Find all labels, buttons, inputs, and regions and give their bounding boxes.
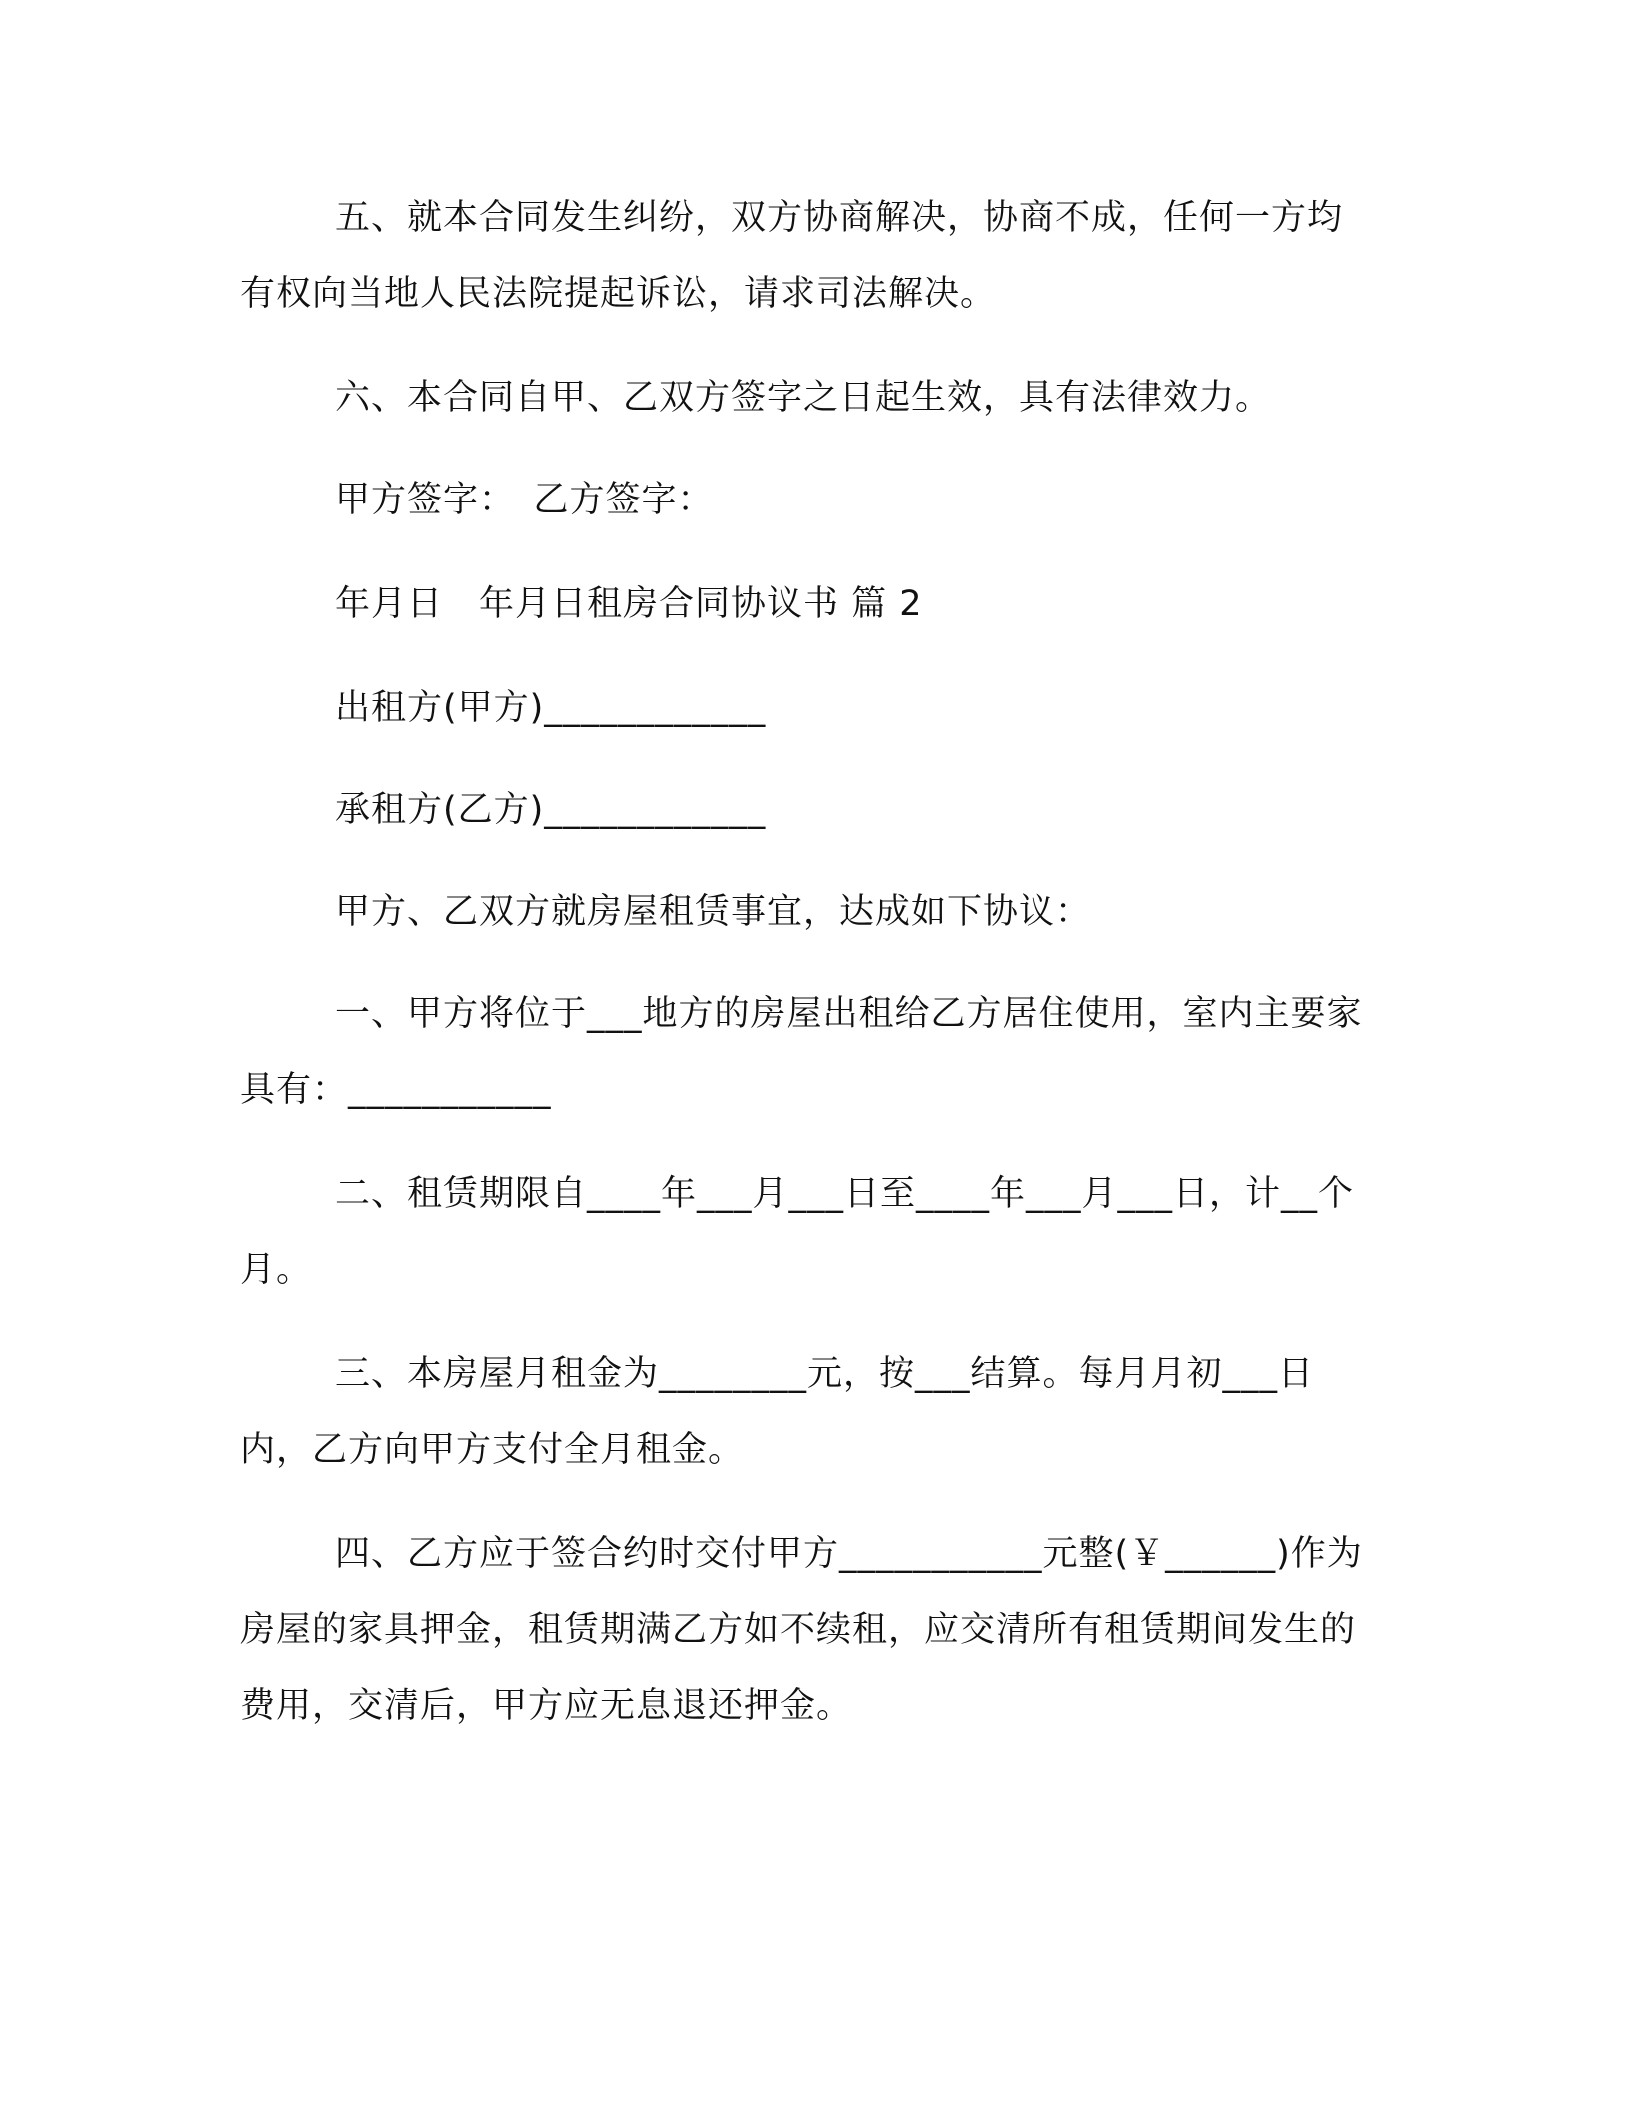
date-and-section-title: 年月日 年月日租房合同协议书 篇 2	[335, 584, 923, 624]
clause-one-premises: 一、甲方将位于___地方的房屋出租给乙方居住使用，室内主要家具有：___________	[240, 994, 1363, 1110]
clause-two-term: 二、租赁期限自____年___月___日至____年___月___日，计__个月。	[240, 1174, 1355, 1290]
agreement-intro: 甲方、乙双方就房屋租赁事宜，达成如下协议：	[335, 892, 1092, 932]
lessee-field: 承租方(乙方)____________	[335, 790, 767, 830]
clause-five-dispute: 五、就本合同发生纠纷，双方协商解决，协商不成，任何一方均有权向当地人民法院提起诉讼，请求司法解决。	[240, 198, 1344, 314]
clause-three-rent: 三、本房屋月租金为________元，按___结算。每月月初___日内，乙方向甲方支付全月租金。	[240, 1354, 1315, 1470]
clause-four-deposit: 四、乙方应于签合约时交付甲方___________元整(￥______)作为房屋的家具押金，租赁期满乙方如不续租，应交清所有租赁期间发生的费用，交清后，甲方应无息退还押金。	[240, 1534, 1363, 1726]
signature-line: 甲方签字： 乙方签字：	[335, 480, 714, 520]
clause-six-effective: 六、本合同自甲、乙双方签字之日起生效，具有法律效力。	[335, 378, 1272, 418]
lessor-field: 出租方(甲方)____________	[335, 688, 767, 728]
